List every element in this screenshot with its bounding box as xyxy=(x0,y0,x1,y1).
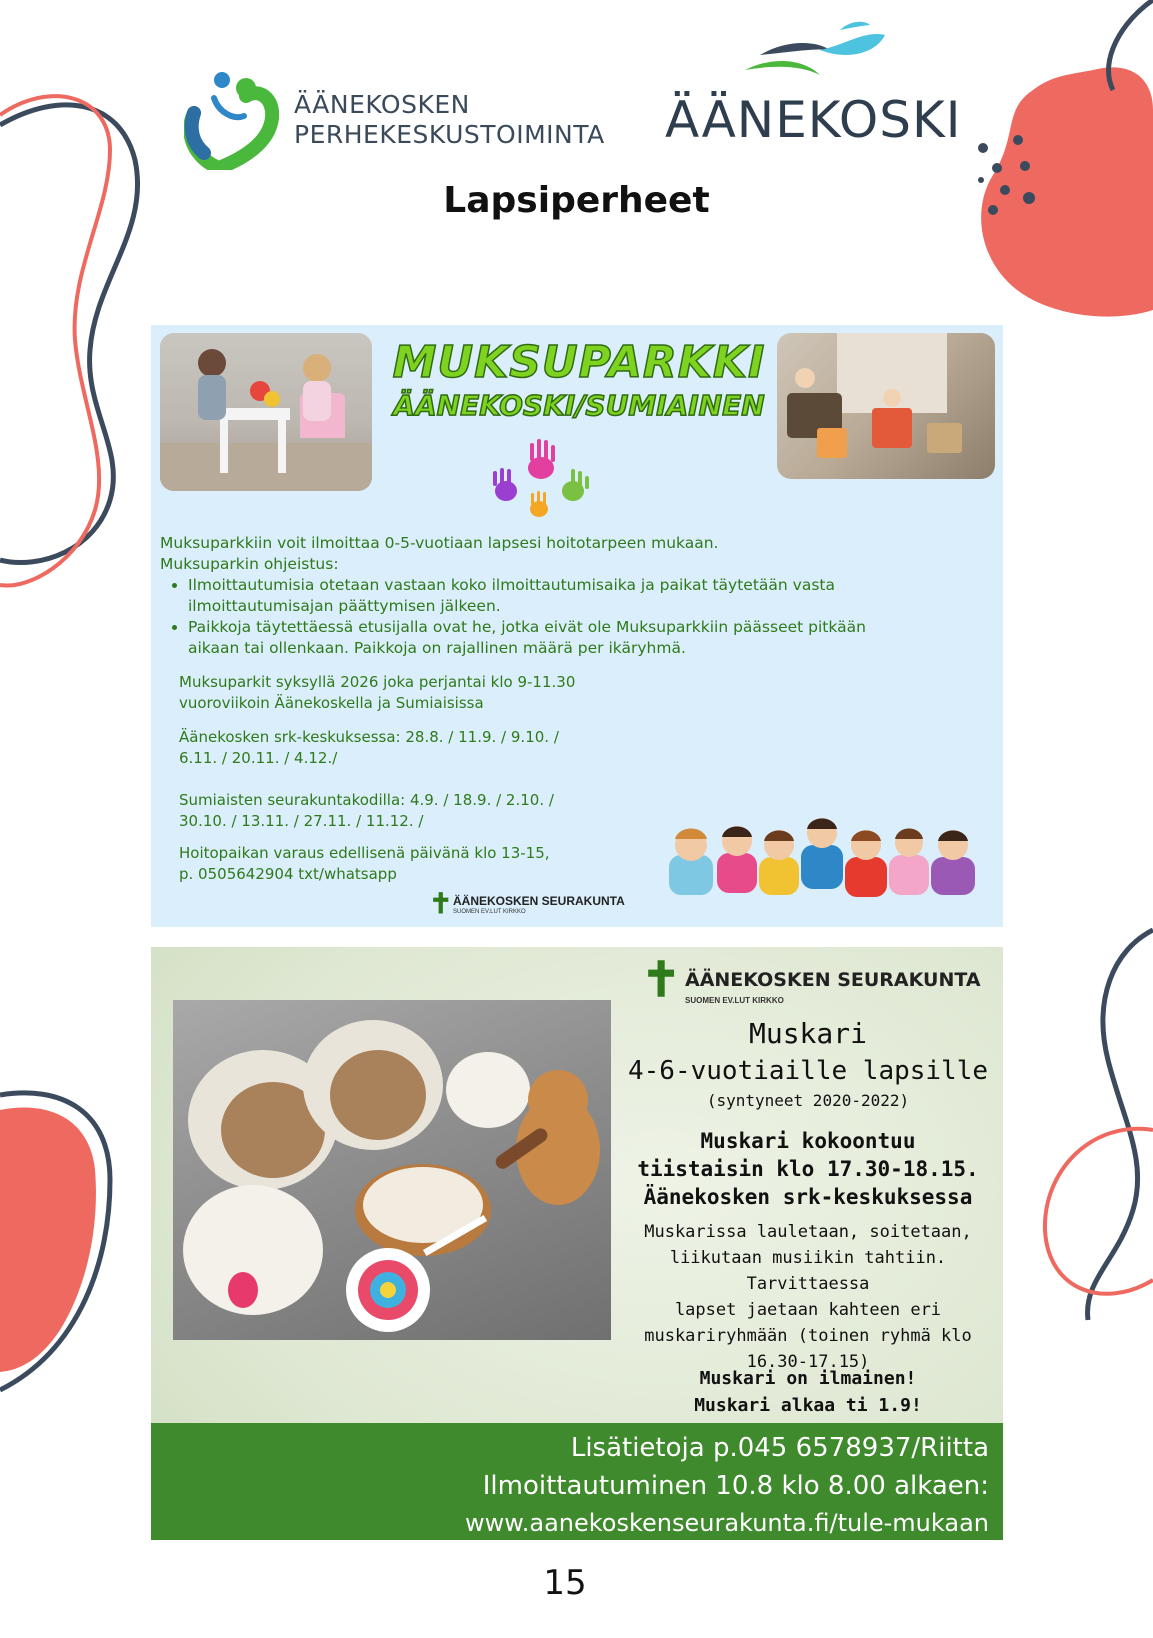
booking-info-line1: Hoitopaikan varaus edellisenä päivänä klo 13-15, xyxy=(179,844,550,862)
logo-left-line2: PERHEKESKUSTOIMINTA xyxy=(294,120,605,149)
plush-toys-instruments-photo xyxy=(173,1000,611,1340)
bullet1-line1: Ilmoittautumisia otetaan vastaan koko ilmoittautumisaika ja paikat täytetään vasta xyxy=(188,576,835,594)
bullet2-line2: aikaan tai ollenkaan. Paikkoja on rajallinen määrä per ikäryhmä. xyxy=(188,639,686,657)
children-playing-photo xyxy=(160,333,372,491)
meeting-line3: Äänekosken srk-keskuksessa xyxy=(643,1185,973,1209)
muskari-free-info xyxy=(613,1365,1003,1419)
muksuparkki-poster xyxy=(151,325,1003,927)
seurakunta-subtitle: SUOMEN EV.LUT KIRKKO xyxy=(685,996,784,1005)
seurakunta-name: ÄÄNEKOSKEN SEURAKUNTA xyxy=(685,969,981,991)
aanekoski-logo xyxy=(665,20,962,150)
muskari-poster xyxy=(151,947,1003,1540)
schedule-sumiainen-line1: Sumiaisten seurakuntakodilla: 4.9. / 18.9. / 2.10. / xyxy=(179,791,554,809)
free-line1: Muskari on ilmainen! xyxy=(699,1368,917,1389)
schedule-sumiainen-line2: 30.10. / 13.11. / 27.11. / 11.12. / xyxy=(179,812,424,830)
left-bottom-blob xyxy=(0,1090,140,1410)
page-number: 15 xyxy=(543,1563,587,1603)
description-line2: liikutaan musiikin tahtiin. Tarvittaessa xyxy=(669,1248,947,1294)
contact-info: Lisätietoja p.045 6578937/Riitta xyxy=(570,1433,989,1463)
family-heart-icon xyxy=(184,58,279,170)
muskari-title: Muskari xyxy=(748,1017,867,1050)
logo-left-line1: ÄÄNEKOSKEN xyxy=(294,90,470,119)
meeting-line1: Muskari kokoontuu xyxy=(700,1129,916,1153)
muskari-description xyxy=(613,1219,1003,1375)
right-middle-swirl xyxy=(1023,920,1153,1340)
schedule-general-line1: Muksuparkit syksyllä 2026 joka perjantai klo 9-11.30 xyxy=(179,673,576,691)
schedule-aanekoski-line1: Äänekosken srk-keskuksessa: 28.8. / 11.9. / 9.10. / xyxy=(179,728,559,746)
muksuparkki-instructions xyxy=(160,533,990,659)
wave-icon xyxy=(745,20,885,90)
aanekoski-logo-text: ÄÄNEKOSKI xyxy=(665,91,962,149)
seurakunta-logo-small xyxy=(429,890,659,920)
muksuparkki-title-line2: ÄÄNEKOSKI/SUMIAINEN xyxy=(393,389,765,422)
seurakunta-subtitle: SUOMEN EV.LUT KIRKKO xyxy=(453,909,526,915)
schedule-general xyxy=(179,672,639,714)
intro-line2: Muksuparkin ohjeistus: xyxy=(160,555,339,573)
muskari-born-years: (syntyneet 2020-2022) xyxy=(706,1091,910,1110)
description-line3: lapset jaetaan kahteen eri xyxy=(674,1300,942,1320)
cross-icon: ✝ xyxy=(641,954,682,1007)
registration-info: Ilmoittautuminen 10.8 klo 8.00 alkaen: xyxy=(482,1471,989,1501)
muksuparkki-title xyxy=(379,337,779,423)
booking-info-line2: p. 0505642904 txt/whatsapp xyxy=(179,865,397,883)
page-title: Lapsiperheet xyxy=(443,180,710,221)
free-line2: Muskari alkaa ti 1.9! xyxy=(694,1395,922,1416)
booking-info xyxy=(179,843,639,885)
schedule-general-line2: vuoroviikoin Äänekoskella ja Sumiaisissa xyxy=(179,694,484,712)
cross-icon: ✝ xyxy=(429,888,453,919)
description-line1: Muskarissa lauletaan, soitetaan, xyxy=(644,1222,972,1242)
handprints-icon xyxy=(481,433,601,529)
left-top-swirl xyxy=(0,70,160,630)
right-top-blob xyxy=(973,0,1153,330)
bullet1-line2: ilmoittautumisajan päättymisen jälkeen. xyxy=(188,597,501,615)
meeting-line2: tiistaisin klo 17.30-18.15. xyxy=(637,1157,979,1181)
perhekeskus-logo xyxy=(184,58,614,173)
muksuparkki-title-line1: MUKSUPARKKI xyxy=(392,337,766,388)
list-item xyxy=(188,617,990,659)
list-item xyxy=(188,575,990,617)
schedule-aanekoski xyxy=(179,727,639,769)
intro-line1: Muksuparkkiin voit ilmoittaa 0-5-vuotiaan lapsesi hoitotarpeen mukaan. xyxy=(160,534,719,552)
schedule-sumiainen xyxy=(179,790,639,832)
description-line4: muskariryhmään (toinen ryhmä klo xyxy=(644,1326,972,1346)
instruction-list xyxy=(160,575,990,659)
registration-link[interactable]: www.aanekoskenseurakunta.fi/tule-mukaan xyxy=(465,1509,989,1537)
description-line5: 16.30-17.15) xyxy=(746,1352,870,1372)
seurakunta-logo xyxy=(641,954,991,1007)
muskari-subtitle: 4-6-vuotiaille lapsille xyxy=(627,1056,989,1086)
perhekeskus-logo-text xyxy=(294,90,605,150)
muskari-meeting-info xyxy=(613,1127,1003,1211)
seurakunta-name: ÄÄNEKOSKEN SEURAKUNTA xyxy=(453,894,625,908)
toddler-blocks-photo xyxy=(777,333,995,479)
schedule-aanekoski-line2: 6.11. / 20.11. / 4.12./ xyxy=(179,749,338,767)
children-group-photo xyxy=(659,805,999,915)
contact-band xyxy=(151,1423,1003,1540)
bullet2-line1: Paikkoja täytettäessä etusijalla ovat he, jotka eivät ole Muksuparkkiin päässeet pitkään xyxy=(188,618,866,636)
